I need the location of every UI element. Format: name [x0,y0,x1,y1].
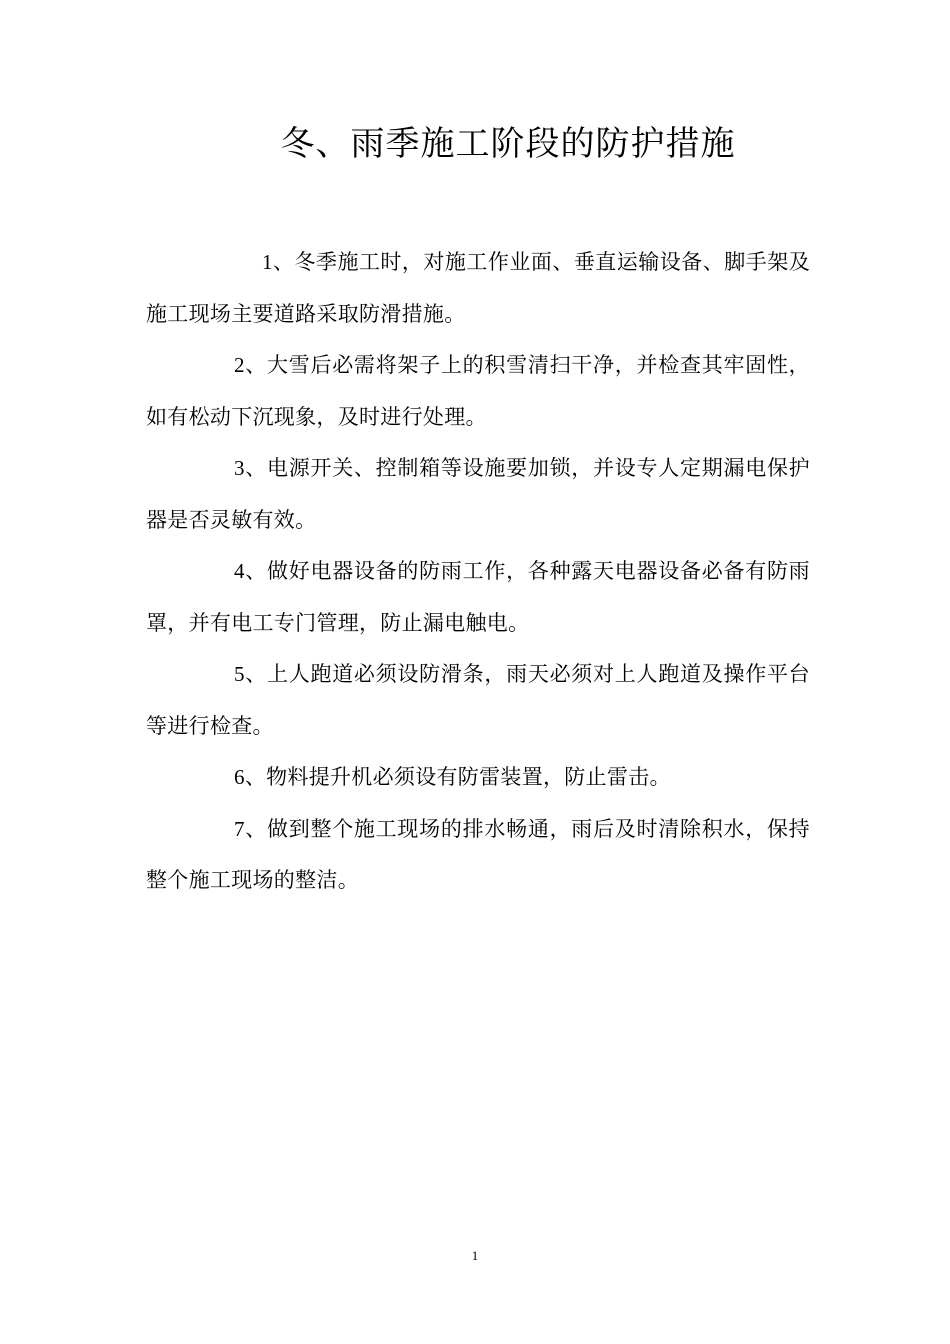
paragraph-number: 5 [234,662,245,686]
paragraph-number: 3 [234,456,245,480]
paragraph-3 [146,443,810,546]
paragraph-text: 、上人跑道必须设防滑条，雨天必须对上人跑道及操作平台等进行检查。 [146,662,810,738]
document-title: 冬、雨季施工阶段的防护措施 [280,124,736,164]
paragraph-text: 、冬季施工时，对施工作业面、垂直运输设备、脚手架及施工现场主要道路采取防滑措施。 [146,250,810,326]
paragraph-2 [146,340,810,443]
paragraph-text: 、做到整个施工现场的排水畅通，雨后及时清除积水，保持整个施工现场的整洁。 [146,816,810,892]
paragraph-text: 、电源开关、控制箱等设施要加锁，并设专人定期漏电保护器是否灵敏有效。 [146,456,810,532]
paragraph-text: 、做好电器设备的防雨工作，各种露天电器设备必备有防雨罩，并有电工专门管理，防止漏电触电。 [146,559,810,635]
document-body [146,237,810,907]
paragraph-number: 2 [234,353,245,377]
paragraph-number: 6 [234,765,245,789]
page-number: 1 [471,1248,479,1263]
paragraph-text: 、物料提升机必须设有防雷装置，防止雷击。 [244,765,671,789]
paragraph-6 [146,752,810,804]
paragraph-5 [146,649,810,752]
paragraph-7 [146,804,810,907]
paragraph-4 [146,546,810,649]
paragraph-number: 7 [234,816,245,841]
paragraph-number: 1 [262,250,273,274]
paragraph-text: 、大雪后必需将架子上的积雪清扫干净，并检查其牢固性，如有松动下沉现象，及时进行处理。 [146,353,810,429]
paragraph-number: 4 [234,559,245,583]
paragraph-1 [146,237,810,340]
